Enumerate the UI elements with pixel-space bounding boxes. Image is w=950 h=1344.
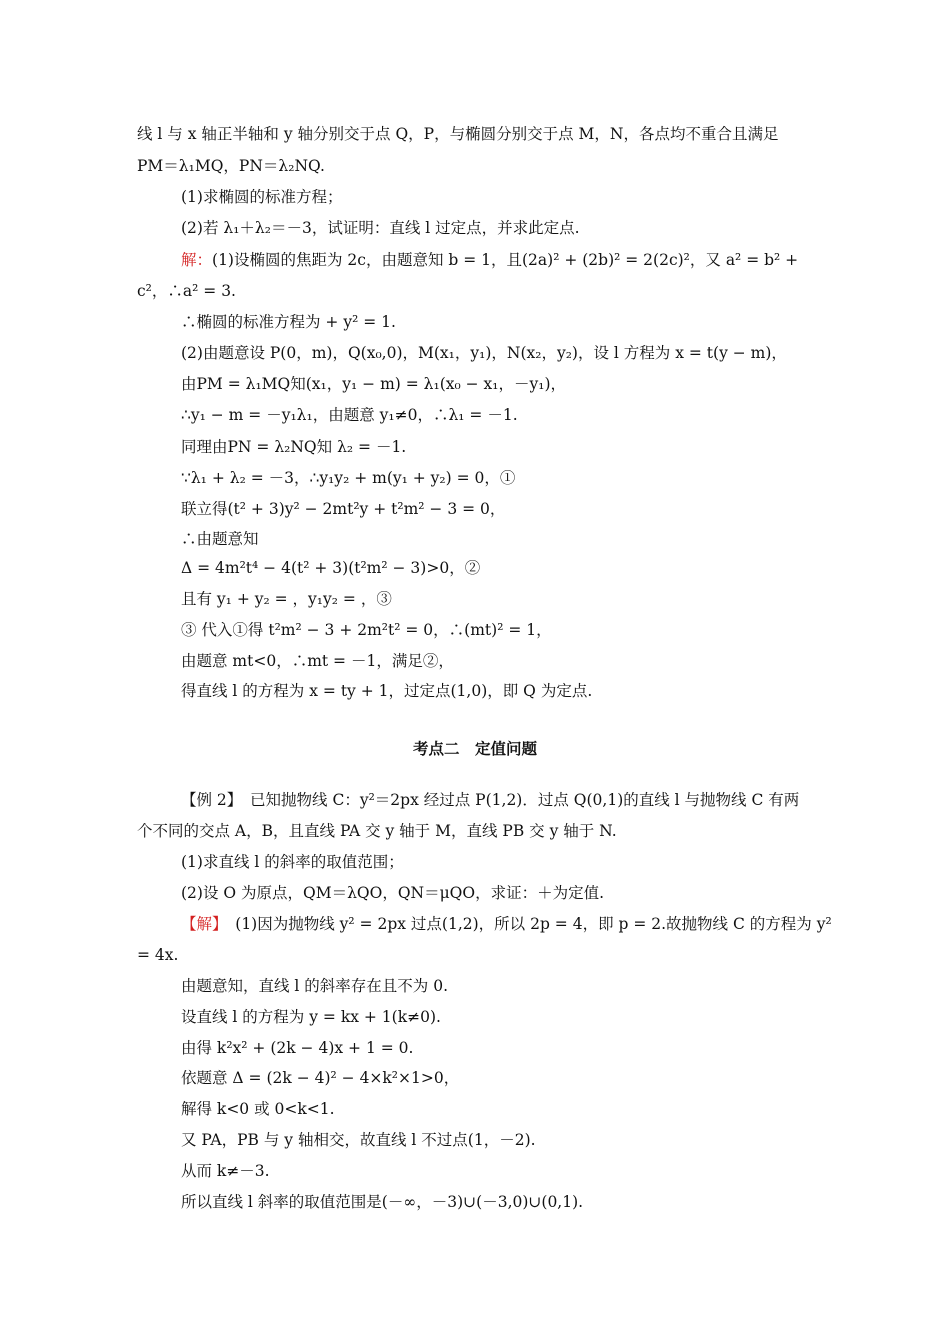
example-label: 【例 2】	[181, 791, 235, 809]
question-2: (2)设 O 为原点，QM＝λQO，QN＝μQO，求证：＋为定值.	[181, 884, 605, 902]
paragraph-line: 线 l 与 x 轴正半轴和 y 轴分别交于点 Q，P，与椭圆分别交于点 M，N，各点均不重合且满足	[137, 125, 779, 143]
solution-line: ③ 代入①得 t²m² − 3 + 2m²t² = 0，∴(mt)² = 1，	[181, 621, 552, 639]
solution-line	[181, 250, 798, 270]
solution-line: 且有 y₁ + y₂ = ，y₁y₂ = ，③	[181, 590, 392, 608]
solution-line: 依题意 Δ = (2k − 4)² − 4×k²×1>0，	[181, 1069, 460, 1087]
solution-line: (2)由题意设 P(0，m)，Q(x₀,0)，M(x₁，y₁)，N(x₂，y₂)，设 l 方程为 x = t(y − m)，	[181, 344, 787, 362]
solution-line: 由题意知，直线 l 的斜率存在且不为 0.	[181, 977, 449, 995]
solution-line: c²，∴a² = 3.	[137, 282, 236, 300]
solution-line: 从而 k≠－3.	[181, 1162, 270, 1180]
solution-line: Δ = 4m²t⁴ − 4(t² + 3)(t²m² − 3)>0，②	[181, 559, 481, 577]
question-1: (1)求直线 l 的斜率的取值范围；	[181, 853, 404, 871]
solution-line: 解得 k<0 或 0<k<1.	[181, 1100, 335, 1118]
solution-text: (1)设椭圆的焦距为 2c，由题意知 b = 1，且(2a)² + (2b)² = 2(2c)²，又 a² = b² +	[212, 251, 799, 269]
solution-line: 同理由PN = λ₂NQ知 λ₂ = －1.	[181, 438, 407, 456]
solution-text: (1)因为抛物线 y² = 2px 过点(1,2)，所以 2p = 4，即 p = 2.故抛物线 C 的方程为 y²	[219, 915, 832, 933]
section-heading: 考点二 定值问题	[412, 740, 537, 758]
solution-line: = 4x.	[137, 946, 179, 964]
solution-line: ∴由题意知	[181, 530, 259, 548]
question-2: (2)若 λ₁＋λ₂＝－3，试证明：直线 l 过定点，并求此定点.	[181, 219, 580, 237]
solution-label: 解：	[181, 251, 213, 269]
solution-line: 得直线 l 的方程为 x = ty + 1，过定点(1,0)，即 Q 为定点.	[181, 682, 593, 700]
solution-line: 所以直线 l 斜率的取值范围是(－∞，－3)∪(－3,0)∪(0,1).	[181, 1193, 584, 1211]
example-text: 已知抛物线 C：y²＝2px 经过点 P(1,2)．过点 Q(0,1)的直线 l 与抛物线 C 有两	[234, 791, 800, 809]
example-line: 个不同的交点 A，B，且直线 PA 交 y 轴于 M，直线 PB 交 y 轴于 N.	[137, 822, 617, 840]
solution-line: 联立得(t² + 3)y² − 2mt²y + t²m² − 3 = 0，	[181, 500, 506, 518]
paragraph-line: PM＝λ₁MQ，PN＝λ₂NQ.	[137, 157, 325, 175]
question-1: (1)求椭圆的标准方程；	[181, 188, 343, 206]
solution-line: 设直线 l 的方程为 y = kx + 1(k≠0).	[181, 1008, 441, 1026]
solution-line: 由PM = λ₁MQ知(x₁，y₁ − m) = λ₁(x₀ − x₁，－y₁)，	[181, 375, 567, 393]
solution-line: 由题意 mt<0，∴mt = －1，满足②，	[181, 652, 454, 670]
solution-label: 【解】	[181, 915, 220, 933]
solution-line: ∵λ₁ + λ₂ = －3，∴y₁y₂ + m(y₁ + y₂) = 0，①	[181, 469, 516, 487]
solution-line	[181, 914, 832, 934]
solution-line: 由得 k²x² + (2k − 4)x + 1 = 0.	[181, 1039, 414, 1057]
solution-line: ∴椭圆的标准方程为 + y² = 1.	[181, 313, 396, 331]
solution-line: ∴y₁ − m = －y₁λ₁，由题意 y₁≠0，∴λ₁ = －1.	[181, 406, 518, 424]
solution-line: 又 PA，PB 与 y 轴相交，故直线 l 不过点(1，－2).	[181, 1131, 536, 1149]
example-line	[181, 790, 799, 810]
